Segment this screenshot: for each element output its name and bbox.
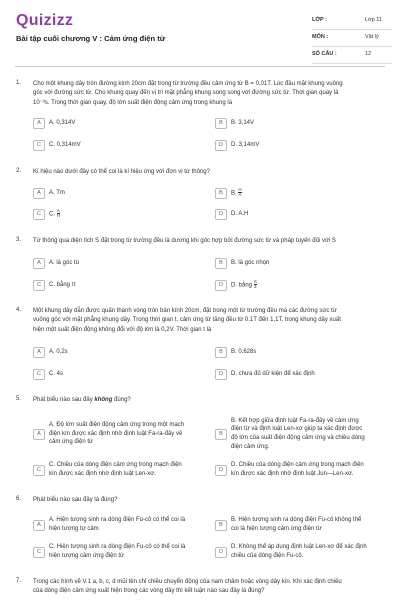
option-text: A. là góc tù (49, 259, 80, 266)
question-line: vuông góc với mặt phẳng khung dây. Trong thời gian t, cảm ứng từ tăng đều từ 0,1T đến 1,1T, trong khung dây xuất (33, 317, 341, 324)
option-letter: D (215, 369, 227, 380)
question-line: Phát biểu nào sau đây là đúng? (33, 497, 118, 503)
option-d[interactable] (215, 278, 257, 292)
option-text (49, 543, 185, 560)
option-prefix: B. (231, 190, 237, 197)
question-text (33, 168, 389, 177)
option-line: C. Hiện tượng sinh ra dòng điện Fu-cô có thể coi là (49, 544, 186, 551)
question-text (33, 307, 389, 335)
option-a[interactable] (33, 515, 185, 535)
option-line: A. Hiện tượng sinh ra dòng điện Fu-cô có thể coi là (49, 517, 186, 524)
question-line: Trong các hình vẽ V.1 a, b, c, d mũi tên chỉ chiều chuyển động của nam châm hoặc vòng dây kín. Khi xác định chiều (33, 579, 342, 585)
question-line: góc với đường sức từ. Cho khung quay đến vị trí mặt phẳng khung song song với đường sức từ. Thời gian quay là (33, 90, 339, 97)
option-text: C. 0,314mV (49, 141, 81, 148)
option-text: B. 3,14V (231, 119, 255, 126)
option-letter: A (33, 118, 45, 129)
option-line: hiện tượng tự cảm (49, 526, 99, 532)
option-text: D. chưa đủ dữ kiện để xác định (231, 370, 315, 377)
option-d[interactable] (215, 138, 259, 152)
option-line: D. Chiều của dòng điện cảm ứng trong mạch điện (231, 462, 364, 469)
option-letter: A (33, 347, 45, 358)
option-line: hiện tượng cảm ứng điện từ (49, 553, 125, 559)
question-line: Cho một khung dây tròn đường kính 20cm đặt trong từ trường đều cảm ứng từ B = 0,01T. Lúc đầu mặt khung vuông (33, 81, 343, 87)
option-a[interactable] (33, 186, 65, 200)
question-line: Một khung dây dẫn được quấn thành vòng tròn bán kính 20cm, đặt trong một từ trường đều mà các đường sức từ (33, 308, 337, 314)
fraction-top: H (238, 186, 242, 192)
option-line: B. Hiện tượng sinh ra dòng điện Fu-cô không thể (231, 517, 362, 524)
meta-question-count (312, 50, 392, 64)
option-d[interactable] (215, 542, 367, 562)
option-text: C. bằng π (49, 281, 76, 288)
option-text: D. A.H (231, 210, 249, 217)
question-number: 3. (16, 237, 22, 243)
option-line: độ lớn của suất điện động cảm ứng và chiều dòng (231, 435, 365, 441)
header-divider (15, 66, 385, 67)
option-line: kín được xác định nhờ định luật Jun—Len-xơ. (231, 471, 354, 477)
option-text: A. 0,2s (49, 348, 68, 355)
option-letter: B (215, 188, 227, 199)
option-c[interactable] (33, 367, 63, 381)
fraction-top: A (56, 207, 60, 213)
option-line: điện từ và định luật Len-xơ giúp ta xác định được (231, 426, 363, 433)
option-prefix: C. (49, 211, 55, 218)
meta-label: MÔN : (312, 34, 329, 40)
option-text (231, 417, 365, 451)
meta-value: 12 (365, 51, 372, 57)
question-line: Kí hiệu nào dưới đây có thể coi là kí hiệu ứng với đơn vị từ thông? (33, 169, 210, 175)
option-c[interactable] (33, 278, 76, 292)
option-line: D. Không thể áp dụng định luật Len-xơ để xác định (231, 544, 367, 551)
option-d[interactable] (215, 460, 364, 480)
fraction (57, 209, 60, 219)
option-letter: A (33, 429, 45, 440)
option-text (231, 188, 242, 198)
option-text (49, 461, 182, 478)
option-text (49, 209, 60, 219)
option-letter: D (215, 547, 227, 558)
question-line: Từ thông qua diện tích S đặt trong từ trường đều là dương khi góc hợp bởi đường sức từ và pháp tuyến đối với S (33, 238, 336, 244)
option-b[interactable] (215, 345, 256, 359)
option-b[interactable] (215, 116, 254, 130)
option-a[interactable] (33, 116, 75, 130)
fraction (238, 188, 241, 198)
option-letter: C (33, 369, 45, 380)
quiz-header (0, 0, 400, 62)
option-letter: A (33, 258, 45, 269)
option-b[interactable] (215, 515, 361, 535)
question-text (33, 578, 389, 597)
option-text (231, 461, 364, 478)
option-letter: C (33, 280, 45, 291)
question-text (33, 396, 389, 405)
meta-label: LỚP : (312, 17, 327, 23)
fraction-top: π (253, 278, 257, 284)
option-text: D. 3,14mV (231, 141, 260, 148)
question-text-prefix: Phát biểu nào sau đây (33, 397, 95, 403)
question-emphasis: không (94, 397, 113, 403)
option-text (49, 421, 184, 447)
question-number: 6. (16, 496, 22, 502)
question-line: 10⁻³s. Trong thời gian quay, độ lớn suất điện động cảm ứng trong khung là (33, 99, 233, 106)
option-text (231, 280, 257, 290)
question-line: hiện một suất điện động không đổi với độ lớn là 0,2V. Thời gian t là (33, 326, 212, 333)
option-text: B. là góc nhọn (231, 259, 270, 266)
question-number: 7. (16, 578, 22, 584)
option-c[interactable] (33, 460, 182, 480)
option-letter: B (215, 347, 227, 358)
fraction-bottom: 2 (253, 284, 257, 290)
option-letter: C (33, 465, 45, 476)
meta-subject (312, 33, 392, 47)
option-text (231, 543, 367, 560)
option-letter: D (215, 209, 227, 220)
option-b[interactable] (215, 186, 242, 200)
option-letter: D (215, 140, 227, 151)
meta-class (312, 16, 392, 30)
option-prefix: D. bằng (231, 282, 253, 289)
option-b[interactable] (215, 416, 365, 452)
option-a[interactable] (33, 345, 68, 359)
option-a[interactable] (33, 256, 79, 270)
question-line: của dòng điện cảm ứng xuất hiện trong các vòng dây thì kết luận nào sau đây là đúng? (33, 588, 265, 595)
option-d[interactable] (215, 367, 315, 381)
question-number: 2. (16, 168, 22, 174)
option-line: A. Độ lớn suất điện động cảm ứng trong một mạch (49, 422, 185, 429)
question-text-suffix: đúng? (112, 397, 131, 403)
option-d[interactable] (215, 207, 248, 221)
option-text: B. 0,628s (231, 348, 257, 355)
option-letter: D (215, 280, 227, 291)
question-number: 4. (16, 307, 22, 313)
option-text: A. Tm (49, 189, 65, 196)
option-text (231, 516, 361, 533)
option-letter: C (33, 140, 45, 151)
question-text (33, 237, 389, 246)
question-text (33, 496, 389, 505)
option-line: cảm ứng điện từ (49, 439, 94, 446)
question-number: 5. (16, 396, 22, 402)
quiz-title: Bài tập cuối chương V : Cảm ứng điện từ (16, 34, 166, 43)
option-letter: A (33, 520, 45, 531)
option-c[interactable] (33, 138, 81, 152)
option-letter: B (215, 429, 227, 440)
fraction-bottom: H (56, 213, 60, 219)
option-line: B. Kết hợp giữa định luật Fa-ra-đây về cảm ứng (231, 417, 359, 424)
option-letter: C (33, 209, 45, 220)
option-b[interactable] (215, 256, 269, 270)
meta-value: Lớp 11 (365, 17, 382, 23)
option-c[interactable] (33, 207, 60, 221)
option-line: kín được xác định nhờ định luật Len-xơ. (49, 471, 156, 477)
option-line: chiều của dòng điện Fu-cô. (231, 553, 304, 559)
meta-label: SỐ CÂU : (312, 51, 337, 57)
option-letter: A (33, 188, 45, 199)
question-number: 1. (16, 80, 22, 86)
option-text: C. 4s (49, 370, 64, 377)
quiz-meta (312, 16, 392, 67)
option-line: coi là hiện tượng cảm ứng điện từ (231, 526, 322, 532)
option-line: C. Chiều của dòng điện cảm ứng trong mạch điện (49, 462, 182, 469)
option-letter: B (215, 520, 227, 531)
quizizz-logo: Quizizz (16, 12, 74, 29)
option-letter: D (215, 465, 227, 476)
option-line: điện cảm ứng. (231, 443, 270, 450)
option-text: A. 0,314V (49, 119, 76, 126)
option-line: điện kín được xác định nhờ định luật Fa-ra-đây về (49, 430, 183, 437)
option-letter: B (215, 118, 227, 129)
option-letter: B (215, 258, 227, 269)
fraction-bottom: A (238, 192, 242, 198)
option-c[interactable] (33, 542, 185, 562)
option-letter: C (33, 547, 45, 558)
meta-value: Vật lý (365, 34, 379, 40)
option-a[interactable] (33, 420, 184, 448)
question-text (33, 80, 389, 108)
option-text (49, 516, 185, 533)
fraction (254, 280, 257, 290)
